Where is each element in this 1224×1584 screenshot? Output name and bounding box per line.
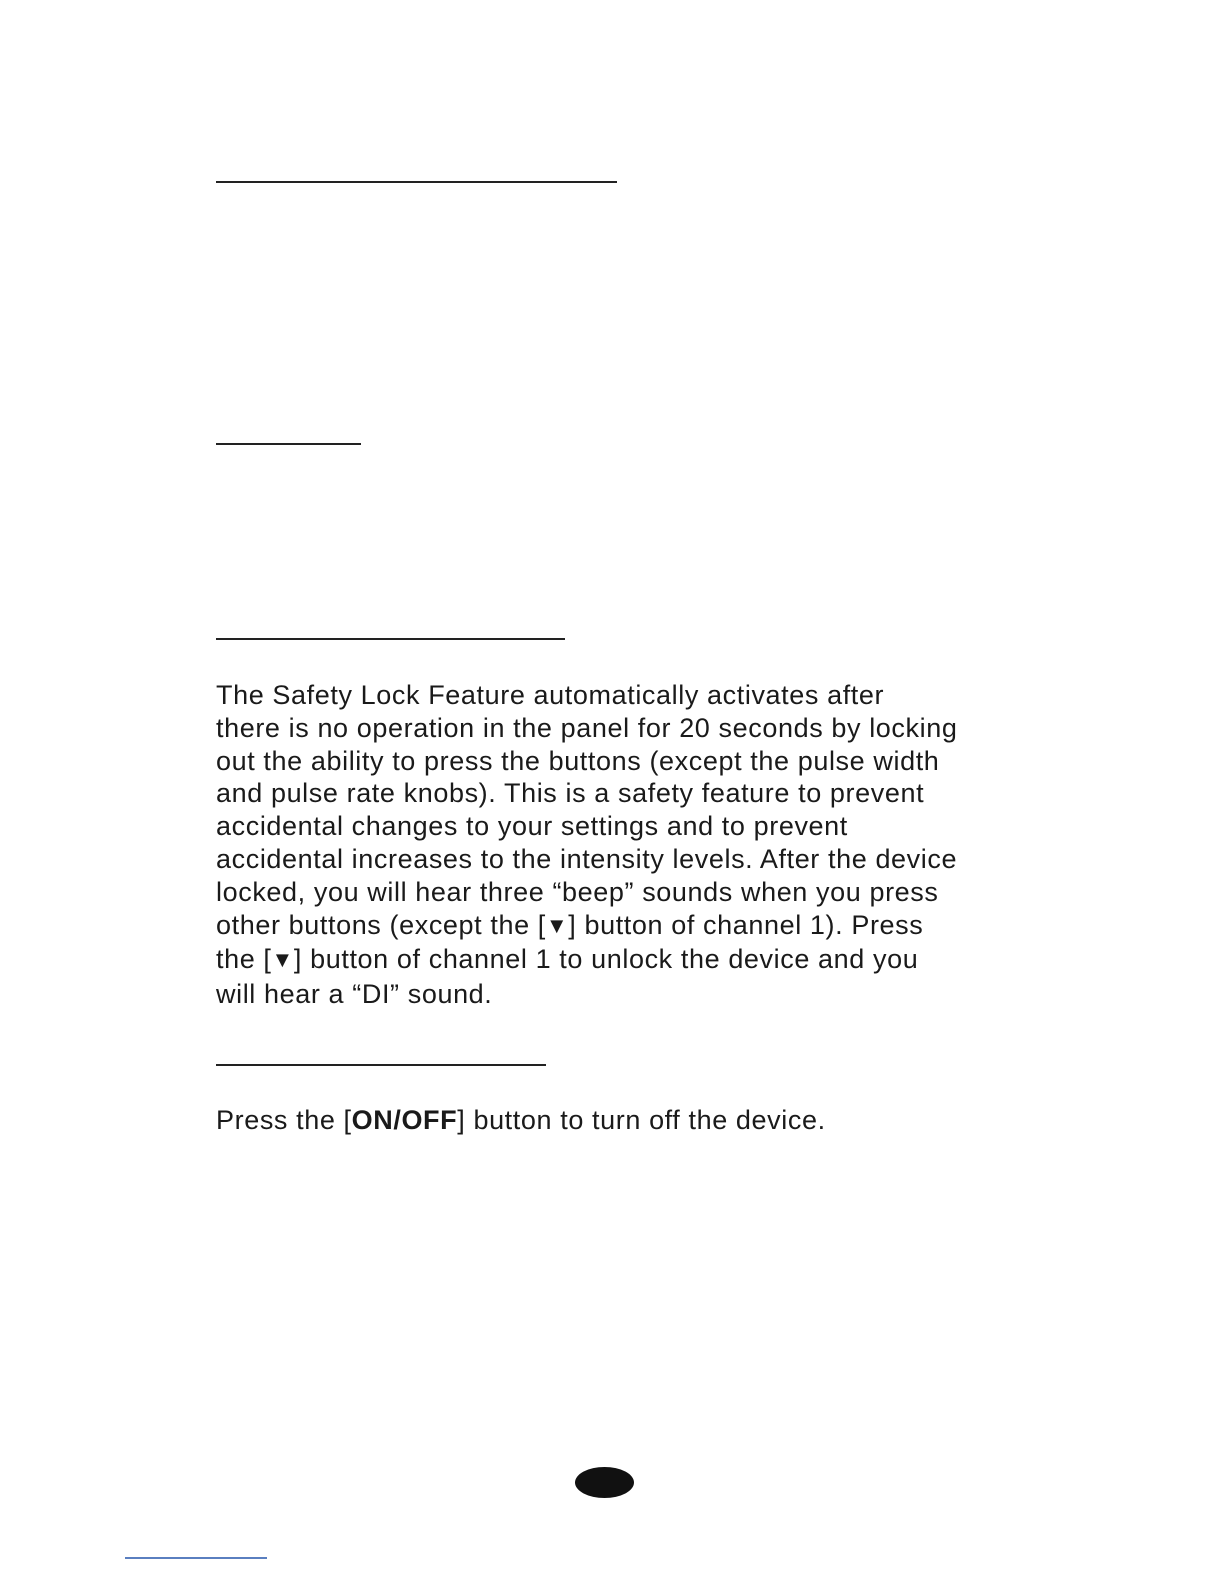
paragraph-line: locked, you will hear three “beep” sounds when you press [216,876,939,907]
paragraph-line: accidental changes to your settings and to prevent [216,811,848,842]
paragraph-line: will hear a “DI” sound. [216,979,493,1010]
down-arrow-icon: ▼ [271,947,294,973]
paragraph-line [216,909,1016,944]
text-segment: the [ [216,944,272,975]
page-number-badge [575,1467,634,1498]
paragraph-line: The Safety Lock Feature automatically activates after [216,680,885,710]
text-segment: Press the [ [216,1105,352,1135]
section-rule-1 [216,181,617,183]
paragraph-line: and pulse rate knobs). This is a safety feature to prevent [216,778,925,809]
power-off-paragraph [216,1104,1016,1137]
text-segment: other buttons (except the [ [216,909,546,940]
paragraph-line: accidental increases to the intensity levels. After the device [216,843,958,874]
paragraph-line [216,943,1016,978]
paragraph-line: there is no operation in the panel for 20 seconds by locking [216,712,958,743]
section-rule-3 [216,638,565,640]
paragraph-line [216,1104,1016,1137]
safety-lock-paragraph [216,679,1016,1011]
down-arrow-icon: ▼ [545,912,569,938]
section-rule-4 [216,1064,546,1066]
section-rule-2 [216,443,361,445]
text-segment: ] button of channel 1 to unlock the device and you [293,944,919,975]
paragraph-line: out the ability to press the buttons (except the pulse width [216,745,940,776]
footer-rule [125,1557,267,1559]
on-off-button-label: ON/OFF [351,1105,458,1135]
text-segment: ] button to turn off the device. [457,1105,826,1135]
text-segment: ] button of channel 1). Press [568,909,924,940]
